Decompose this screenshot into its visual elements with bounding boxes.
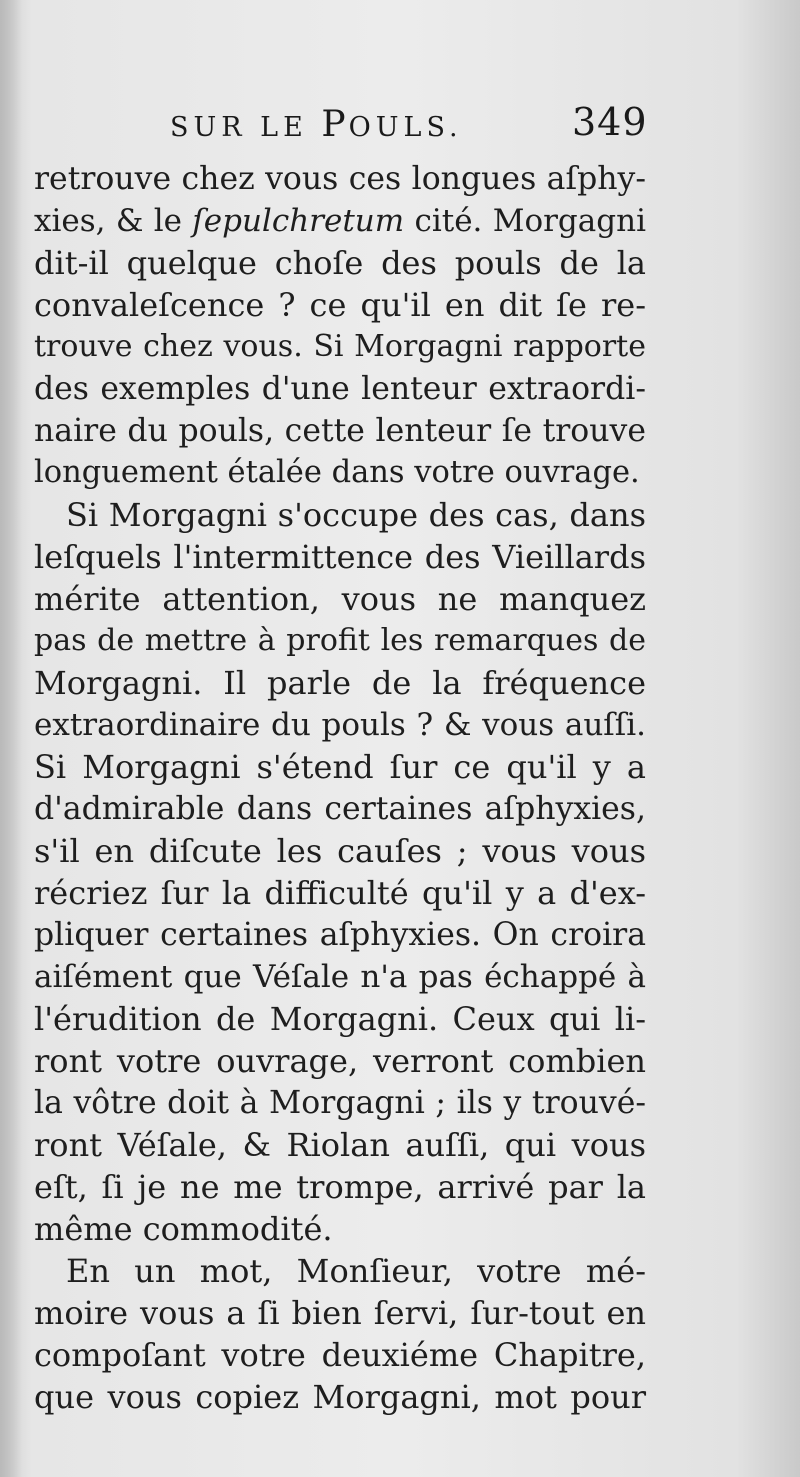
line-text-after: cité. Morgagni bbox=[404, 203, 646, 239]
text-line: ront votre ouvrage, verront combien bbox=[34, 1042, 646, 1080]
italic-term: ſepulchretum bbox=[192, 203, 405, 239]
running-head-rest: OULS. bbox=[348, 112, 463, 143]
text-line: moire vous a ſi bien ſervi, ſur-tout en bbox=[34, 1294, 646, 1332]
body-text bbox=[34, 158, 646, 1418]
text-line: En un mot, Monſieur, votre mé- bbox=[66, 1252, 646, 1290]
text-line: que vous copiez Morgagni, mot pour bbox=[34, 1378, 646, 1416]
text-line: trouve chez vous. Si Morgagni rapporte bbox=[34, 329, 646, 364]
running-head bbox=[170, 104, 463, 145]
running-head-cap: P bbox=[321, 104, 349, 145]
text-line: la vôtre doit à Morgagni ; ils y trouvé- bbox=[34, 1085, 646, 1121]
text-line: s'il en diſcute les cauſes ; vous vous bbox=[34, 832, 646, 870]
text-line: naire du pouls, cette lenteur ſe trouve bbox=[34, 413, 646, 449]
text-line: pas de mettre à profit les remarques de bbox=[34, 623, 646, 658]
line-text-before: xies, & le bbox=[34, 203, 193, 239]
text-line: compoſant votre deuxiéme Chapitre, bbox=[34, 1336, 646, 1374]
text-line: retrouve chez vous ces longues aſphy- bbox=[34, 161, 646, 197]
text-line: leſquels l'intermittence des Vieillards bbox=[34, 538, 646, 576]
text-line: aiſément que Véſale n'a pas échappé à bbox=[34, 959, 646, 995]
gutter-shadow bbox=[0, 0, 22, 1477]
text-line: ront Véſale, & Riolan auſſi, qui vous bbox=[34, 1126, 646, 1164]
text-line: mérite attention, vous ne manquez bbox=[34, 580, 646, 618]
text-line: Si Morgagni s'étend ſur ce qu'il y a bbox=[34, 748, 646, 786]
text-line: Si Morgagni s'occupe des cas, dans bbox=[66, 496, 646, 534]
running-head-prefix: SUR LE bbox=[170, 112, 322, 143]
text-line: longuement étalée dans votre ouvrage. bbox=[34, 455, 640, 490]
text-line: des exemples d'une lenteur extraordi- bbox=[34, 371, 646, 407]
text-line: l'érudition de Morgagni. Ceux qui li- bbox=[34, 1000, 646, 1038]
text-line: eſt, ſi je ne me trompe, arrivé par la bbox=[34, 1168, 646, 1206]
text-line: extraordinaire du pouls ? & vous auſſi. bbox=[34, 707, 646, 743]
page-number: 349 bbox=[572, 100, 648, 144]
text-line bbox=[34, 200, 646, 242]
page-header bbox=[0, 100, 800, 150]
text-line: d'admirable dans certaines aſphyxies, bbox=[34, 791, 646, 827]
text-line: convaleſcence ? ce qu'il en dit ſe re- bbox=[34, 286, 646, 324]
text-line: pliquer certaines aſphyxies. On croira bbox=[34, 917, 646, 953]
text-line: Morgagni. Il parle de la fréquence bbox=[34, 664, 646, 702]
text-line: même commodité. bbox=[34, 1210, 333, 1248]
text-line: dit-il quelque choſe des pouls de la bbox=[34, 244, 646, 282]
text-line: récriez ſur la difficulté qu'il y a d'ex- bbox=[34, 874, 646, 912]
